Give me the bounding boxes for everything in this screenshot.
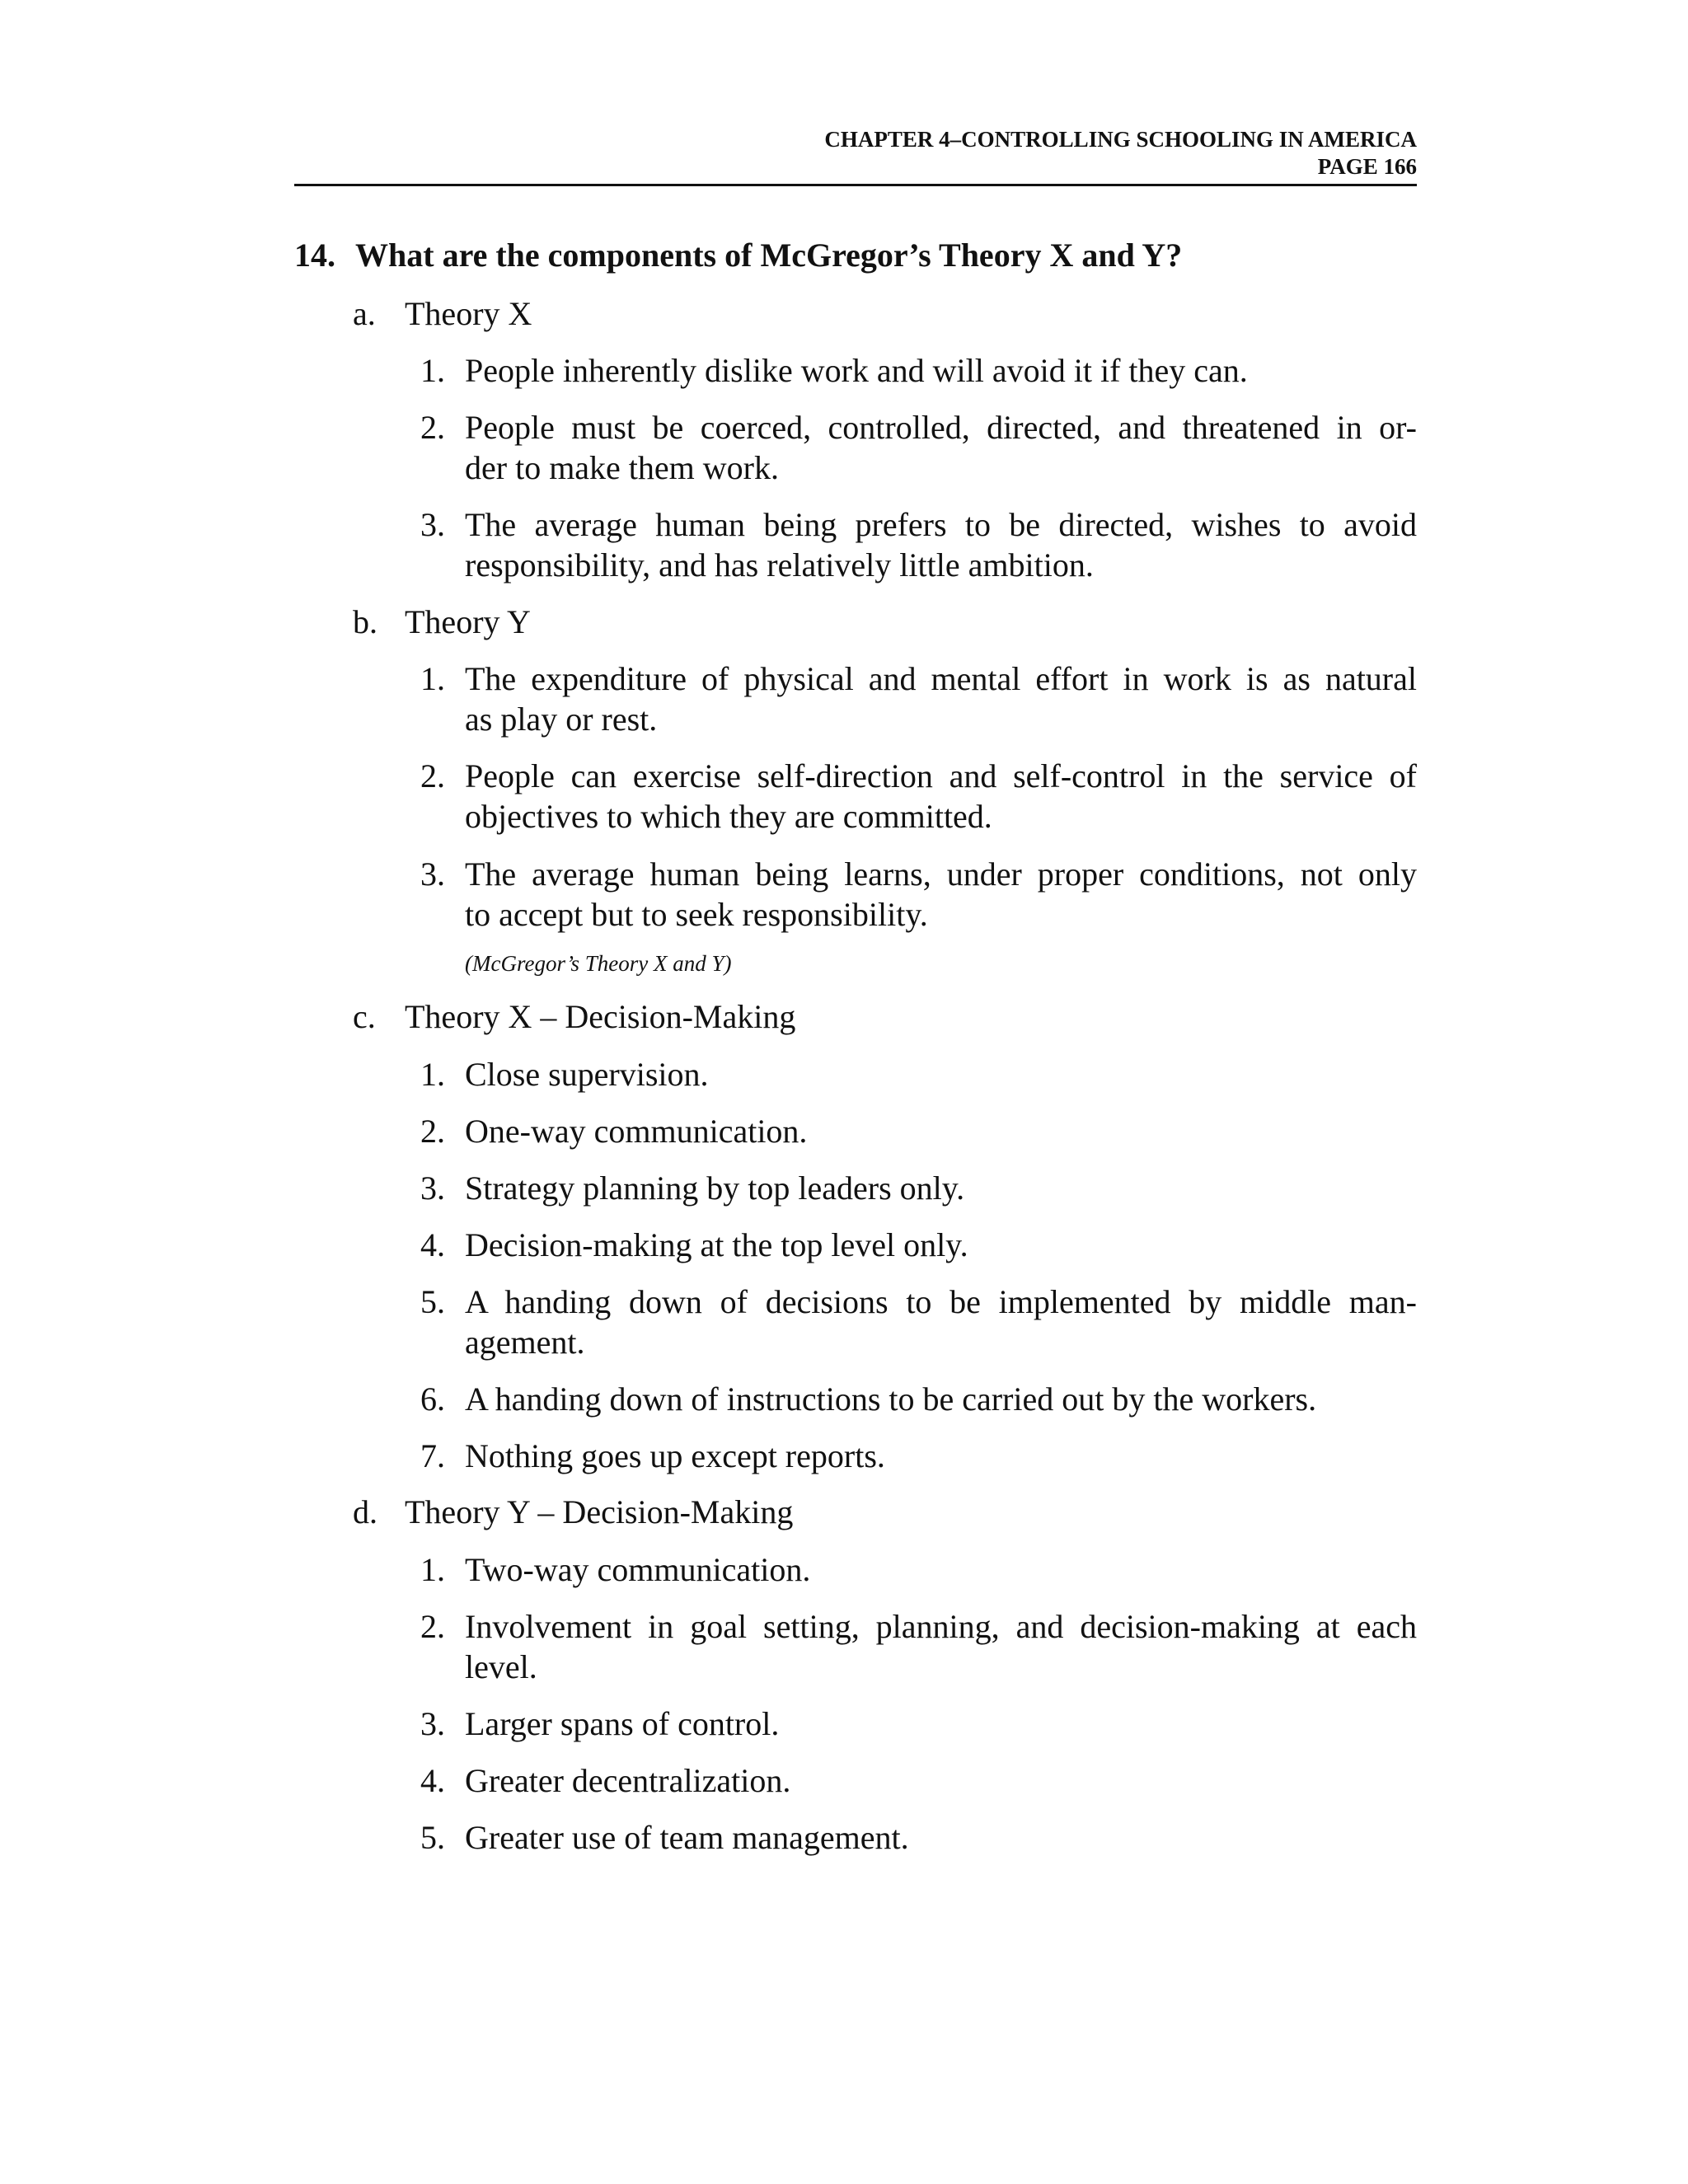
item-number: 2.	[420, 1608, 445, 1645]
section-letter: d.	[353, 1493, 377, 1530]
question-number: 14.	[294, 237, 335, 274]
question-heading	[294, 236, 1417, 275]
section-letter: a.	[353, 295, 376, 332]
item-number: 4.	[420, 1226, 445, 1263]
section-title: Theory Y – Decision-Making	[405, 1493, 794, 1530]
list-item	[404, 1168, 1417, 1208]
item-text: One-way communication.	[465, 1113, 808, 1150]
item-number: 4.	[420, 1762, 445, 1799]
section-theory-y-decision-making	[353, 1493, 1417, 1532]
item-number: 5.	[420, 1819, 445, 1856]
item-number: 3.	[420, 1169, 445, 1207]
list-item	[404, 350, 1417, 391]
list-item	[404, 407, 1417, 488]
item-number: 3.	[420, 855, 445, 893]
citation: (McGregor’s Theory X and Y)	[465, 951, 732, 976]
list-item	[404, 1704, 1417, 1744]
list-item	[404, 1549, 1417, 1590]
list-item	[404, 854, 1417, 935]
list-item	[404, 504, 1417, 585]
list-item	[404, 1760, 1417, 1801]
page-number: PAGE 166	[1317, 154, 1417, 179]
section-letter: c.	[353, 998, 376, 1035]
item-number: 6.	[420, 1380, 445, 1418]
item-text: A handing down of instructions to be carried out by the workers.	[465, 1380, 1317, 1418]
item-text: The expenditure of physical and mental effort in work is as natural as play or rest.	[465, 660, 1417, 738]
chapter-title: CHAPTER 4–CONTROLLING SCHOOLING IN AMERICA	[824, 127, 1417, 152]
item-number: 3.	[420, 506, 445, 543]
item-number: 2.	[420, 757, 445, 794]
list-item	[404, 1436, 1417, 1476]
item-text: Strategy planning by top leaders only.	[465, 1169, 965, 1207]
item-text: Involvement in goal setting, planning, and decision-making at each level.	[465, 1608, 1417, 1685]
list-item	[404, 1225, 1417, 1265]
item-text: People can exercise self-direction and self-control in the service of objectives to which they are committed.	[465, 757, 1417, 835]
section-title: Theory Y	[405, 603, 531, 640]
list-item	[404, 1817, 1417, 1858]
header-divider	[294, 184, 1417, 186]
item-number: 3.	[420, 1705, 445, 1742]
item-text: People must be coerced, controlled, directed, and threatened in or- der to make them work.	[465, 409, 1417, 486]
item-text: Greater use of team management.	[465, 1819, 909, 1856]
list-item	[404, 1379, 1417, 1419]
item-text: Nothing goes up except reports.	[465, 1437, 885, 1474]
section-title: Theory X	[405, 295, 532, 332]
list-item	[404, 756, 1417, 837]
item-text: Two-way communication.	[465, 1551, 811, 1588]
item-number: 1.	[420, 352, 445, 389]
section-theory-x	[353, 294, 1417, 334]
item-number: 1.	[420, 1551, 445, 1588]
section-letter: b.	[353, 603, 377, 640]
running-header	[294, 126, 1417, 180]
item-text: A handing down of decisions to be implemented by middle man- agement.	[465, 1283, 1417, 1361]
item-text: Larger spans of control.	[465, 1705, 780, 1742]
section-title: Theory X – Decision-Making	[405, 998, 796, 1035]
item-number: 1.	[420, 1056, 445, 1093]
section-theory-x-decision-making	[353, 997, 1417, 1037]
list-item	[404, 1111, 1417, 1151]
list-item	[404, 1282, 1417, 1362]
item-number: 7.	[420, 1437, 445, 1474]
item-text: Greater decentralization.	[465, 1762, 791, 1799]
item-text: The average human being learns, under proper conditions, not only to accept but to seek responsibility.	[465, 855, 1417, 933]
item-number: 2.	[420, 409, 445, 446]
list-item	[404, 1054, 1417, 1094]
section-theory-y	[353, 602, 1417, 642]
list-item	[404, 658, 1417, 739]
item-number: 5.	[420, 1283, 445, 1320]
question-text: What are the components of McGregor’s Theory X and Y?	[355, 237, 1183, 274]
item-text: Close supervision.	[465, 1056, 709, 1093]
item-text: People inherently dislike work and will avoid it if they can.	[465, 352, 1248, 389]
item-number: 2.	[420, 1113, 445, 1150]
item-text: The average human being prefers to be directed, wishes to avoid responsibility, and has relatively little ambition.	[465, 506, 1417, 583]
list-item	[404, 1606, 1417, 1687]
item-number: 1.	[420, 660, 445, 697]
item-text: Decision-making at the top level only.	[465, 1226, 968, 1263]
